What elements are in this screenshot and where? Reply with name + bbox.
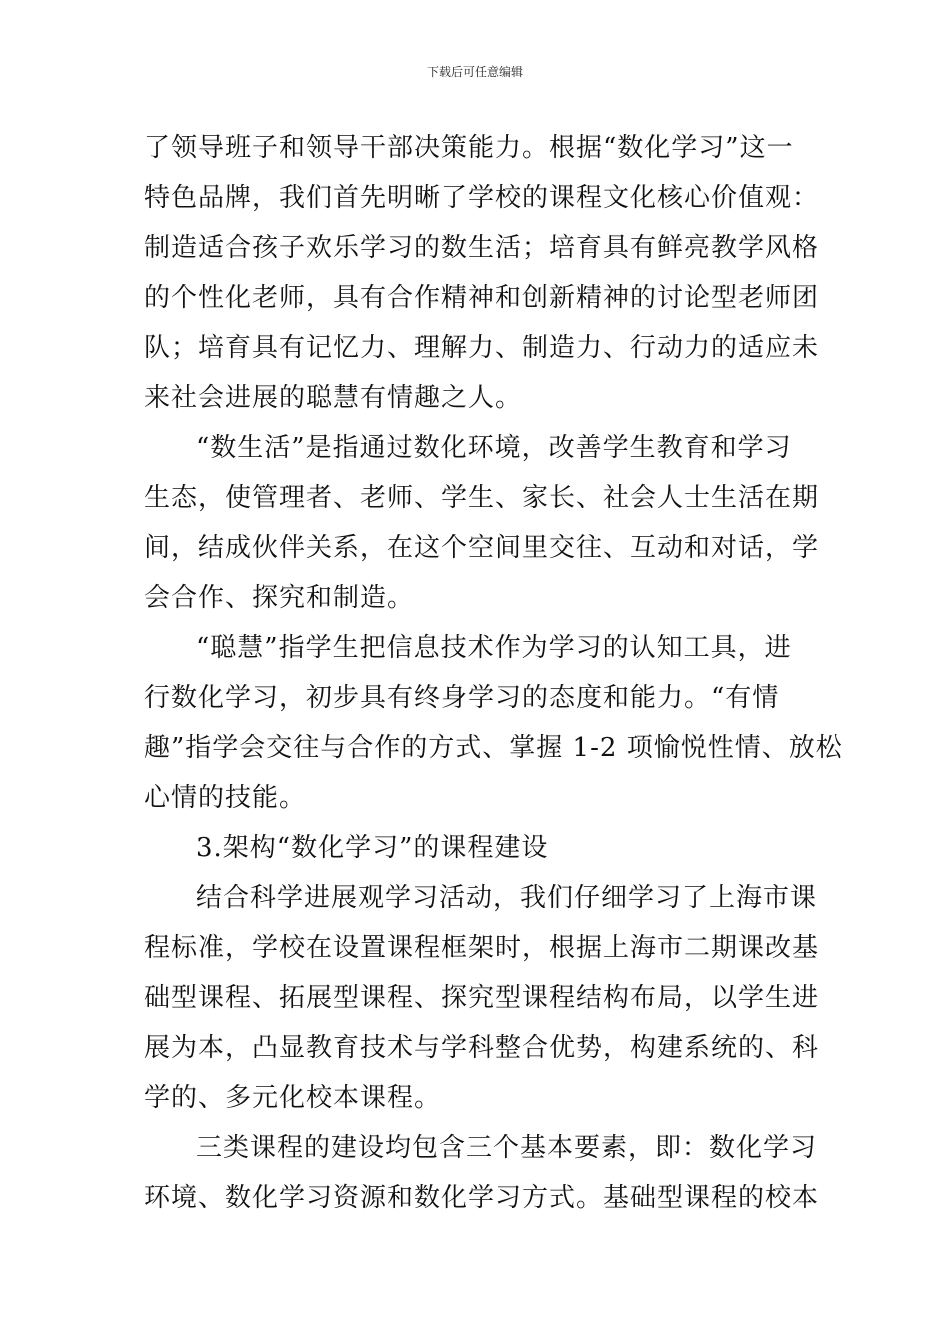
text-line: 环境、数化学习资源和数化学习方式。基础型课程的校本 [144,1183,820,1213]
paragraph-start-line: 三类课程的建设均包含三个基本要素，即：数化学习 [196,1133,818,1163]
paragraph-start-line: “聪慧”指学生把信息技术作为学习的认知工具，进 [196,633,792,663]
text-line: 行数化学习，初步具有终身学习的态度和能力。“有情 [144,683,780,713]
text-line: 的个性化老师，具有合作精神和创新精神的讨论型老师团 [144,283,820,313]
text-line: 队；培育具有记忆力、理解力、制造力、行动力的适应未 [144,333,820,363]
text-line: 心情的技能。 [144,783,307,813]
text-line: 程标准，学校在设置课程框架时，根据上海市二期课改基 [144,933,820,963]
paragraph-start-line: “数生活”是指通过数化环境，改善学生教育和学习 [196,433,792,463]
document-body [144,123,843,1223]
text-line: 制造适合孩子欢乐学习的数生活；培育具有鲜亮教学风格 [144,233,820,263]
text-line: 生态，使管理者、老师、学生、家长、社会人士生活在期 [144,483,820,513]
text-line: 了领导班子和领导干部决策能力。根据“数化学习”这一 [144,133,794,163]
paragraph-start-line: 结合科学进展观学习活动，我们仔细学习了上海市课 [196,883,818,913]
text-line: 趣”指学会交往与合作的方式、掌握 1-2 项愉悦性情、放松 [144,733,843,763]
text-line: 展为本，凸显教育技术与学科整合优势，构建系统的、科 [144,1033,820,1063]
text-line: 学的、多元化校本课程。 [144,1083,442,1113]
section-heading: 3.架构“数化学习”的课程建设 [196,833,549,863]
page-header-note: 下载后可任意编辑 [426,65,523,79]
text-line: 础型课程、拓展型课程、探究型课程结构布局，以学生进 [144,983,820,1013]
text-line: 来社会进展的聪慧有情趣之人。 [144,383,523,413]
text-line: 特色品牌，我们首先明晰了学校的课程文化核心价值观： [144,183,820,213]
text-line: 会合作、探究和制造。 [144,583,415,613]
text-line: 间，结成伙伴关系，在这个空间里交往、互动和对话，学 [144,533,820,563]
